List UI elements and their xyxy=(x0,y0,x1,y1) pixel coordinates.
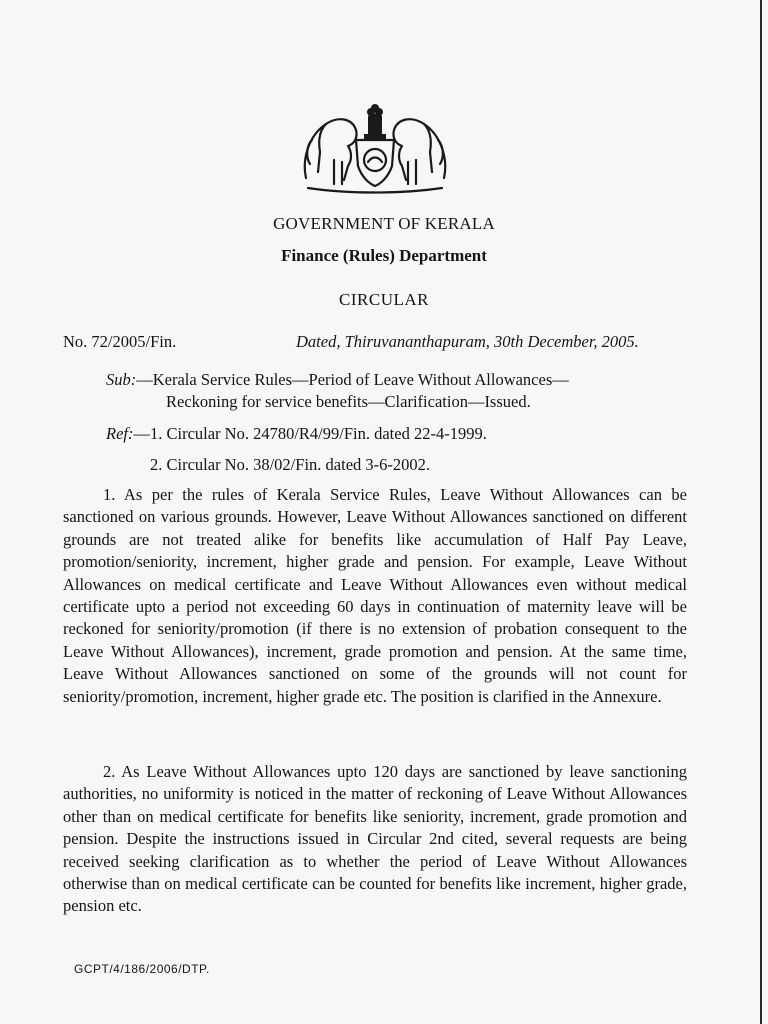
reference-1 xyxy=(106,424,487,444)
department-heading: Finance (Rules) Department xyxy=(281,246,487,265)
reference-2: 2. Circular No. 38/02/Fin. dated 3-6-2002. xyxy=(150,455,431,474)
kerala-state-emblem-icon xyxy=(298,100,452,196)
reference-label: Ref: xyxy=(106,424,134,443)
paragraph-2: 2. As Leave Without Allowances upto 120 days are sanctioned by leave sanctioning authorities, no uniformity is noticed in the matter of reckoning of Leave Without Allowances other than on medical certificate for benefits like seniority, increment, grade promotion and pension. Despite the instructions issued in Circular 2nd cited, several requests are being received seeking clarification as to whether the period of Leave Without Allowances otherwise than on medical certificate can be counted for benefits like increment, higher grade, pension etc. xyxy=(63,762,687,916)
reference-1-text: —1. Circular No. 24780/R4/99/Fin. dated 22-4-1999. xyxy=(133,424,487,443)
subject-label: Sub: xyxy=(106,370,137,389)
circular-number: No. 72/2005/Fin. xyxy=(63,332,177,351)
government-heading: GOVERNMENT OF KERALA xyxy=(273,214,495,233)
subject-line-1 xyxy=(106,370,569,390)
paragraph-1: 1. As per the rules of Kerala Service Rules, Leave Without Allowances can be sanctioned on various grounds. However, Leave Without Allowances sanctioned on different grounds are not treated alike for benefits like accumulation of Half Pay Leave, promotion/seniority, increment, higher grade and pension. For example, Leave Without Allowances on medical certificate and Leave Without Allowances even without medical certificate upto a period not exceeding 60 days in continuation of maternity leave will be reckoned for seniority/promotion (if there is no extension of probation consequent to the Leave Without Allowances), increment, grade promotion and pension. At the same time, Leave Without Allowances sanctioned on some of the grounds will not count for seniority/promotion, increment, higher grade etc. The position is clarified in the Annexure. xyxy=(63,485,687,706)
print-code-footer: GCPT/4/186/2006/DTP. xyxy=(74,962,210,976)
circular-date: Dated, Thiruvananthapuram, 30th December, 2005. xyxy=(296,332,639,351)
subject-text-1: —Kerala Service Rules—Period of Leave Without Allowances— xyxy=(136,370,569,389)
page-edge-line xyxy=(760,0,762,1024)
document-type-heading: CIRCULAR xyxy=(339,290,429,309)
subject-line-2: Reckoning for service benefits—Clarification—Issued. xyxy=(166,392,531,411)
